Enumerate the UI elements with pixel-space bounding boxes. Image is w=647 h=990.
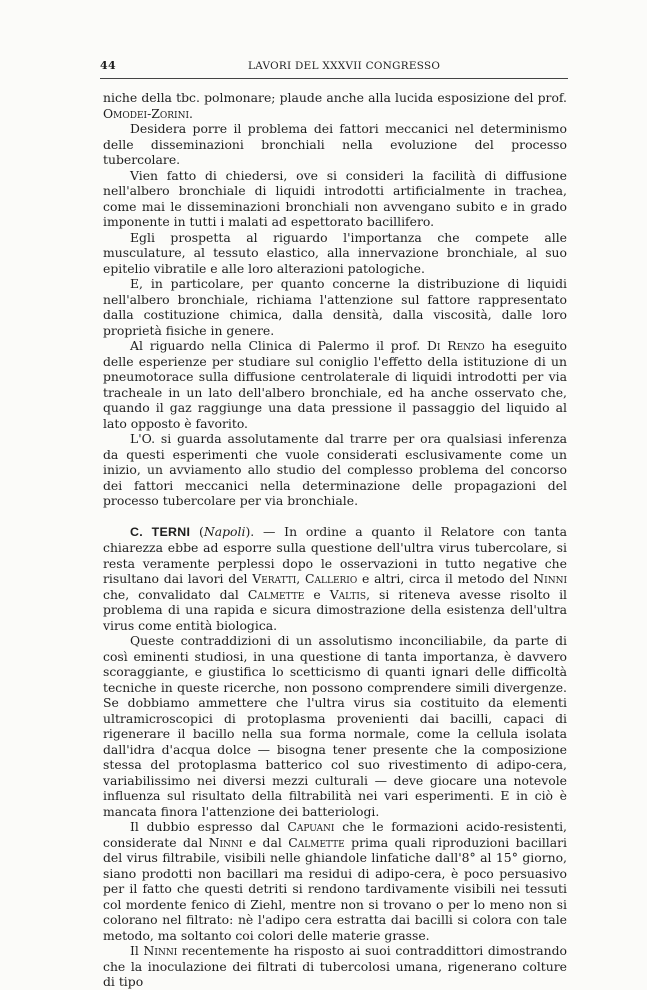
cited-author: Callerio [305,571,358,586]
body-paragraph [103,230,567,277]
text-run: ha eseguito delle esperienze per studiare sul coniglio l'effetto della istituzione di un pneumotorace sulla diffusione centrolaterale di liquidi introdotti per via tracheale in un lato dell'albero bronchiale, ed ha anche osservato che, quando il gaz raggiunge una data pressione il passaggio del liquido al lato opposto è favorito. [103,338,567,431]
speaker-paragraph [103,524,567,634]
cited-author: Omodei-Zorini [103,105,190,121]
text-run: , si riteneva avesse risolto il problema di una rapida e sicura dimostrazione della esistenza dell'ultra virus come entità biologica. [103,586,567,633]
body-paragraph [103,90,567,121]
cited-author: Valtis [329,586,367,602]
header-rule [100,78,568,79]
text-run: Vien fatto di chiedersi, ove si consideri la facilità di diffusione nell'albero bronchiale di liquidi introdotti artificialmente in trachea, come mai le disseminazioni bronchiali non avvengano subito e in grado imponente in tutti i malati ad espettorato bacillifero. [103,167,567,229]
body-paragraph [103,633,567,819]
text-run: niche della tbc. polmonare; plaude anche alla lucida esposizione del prof. [103,90,567,105]
text-run: ( [190,523,204,539]
body-paragraph [103,338,567,431]
text-run: ). — In ordine a quanto il Relatore con tanta chiarezza ebbe ad esporre sulla questione dell'ultra virus tubercolare, si resta veramente perplessi dopo le osservazioni in tutto negative che risultano dai lavori del [103,523,568,586]
text-run: Il dubbio espresso dal [130,819,288,834]
cited-author: Di Renzo [426,338,485,353]
text-run: E, in particolare, per quanto concerne la distribuzione di liquidi nell'albero bronchiale, richiama l'attenzione sul fattore rappresentato dalla costituzione chimica, dalla densità, dalla viscosità, dalle loro proprietà fisiche in genere. [103,276,567,338]
text-run: . [189,105,193,121]
body-paragraph [103,121,567,168]
text-run: Desidera porre il problema dei fattori meccanici nel determinismo delle disseminazioni bronchiali nella evoluzione del processo tubercolare. [103,121,567,167]
page-number: 44 [100,59,116,72]
text-run: e altri, circa il metodo del [357,571,534,586]
body-paragraph [103,276,567,338]
body-paragraph [103,431,567,509]
cited-author: Calmette [247,586,305,602]
text-run: Il [130,943,144,958]
text-run: che, convalidato dal [103,586,248,602]
cited-author: Capuani [287,819,335,834]
text-run: L'O. si guarda assolutamente dal trarre per ora qualsiasi inferenza da questi esperimenti che vuole considerati esclusivamente come un inizio, un avviamento allo studio del complesso problema del concorso dei fattori meccanici nella determinazione delle propagazioni del processo tubercolare per via bronchiale. [103,431,567,508]
cited-author: Ninni [533,571,567,586]
text-run: Al riguardo nella Clinica di Palermo il prof. [130,338,427,353]
body-paragraph [103,168,567,230]
cited-author: Veratti [252,571,297,586]
cited-author: Ninni [143,943,178,958]
body-paragraph [103,819,567,943]
text-run: che le formazioni acido-resistenti, considerate dal [103,819,567,850]
text-run: prima quali riproduzioni bacillari del virus filtrabile, visibili nelle ghiandole linfatiche dall'8° al 15° giorno, siano prodotti non bacillari ma residui di adipo-cera, è poco persuasivo per il fatto che questi detriti si rendono tardivamente visibili nei tessuti col mordente fenico di Ziehl, mentre non si trovano o per lo meno non si colorano nel filtrato: nè l'adipo cera estratta dai bacilli si colora con tale metodo, ma soltanto coi colori delle materie grasse. [103,834,568,943]
speaker-name: C. TERNI [130,524,191,539]
text-run: Egli prospetta al riguardo l'importanza che compete alle musculature, al tessuto elastico, alla innervazione bronchiale, al suo epitelio vibratile e alle loro alterazioni patologiche. [103,229,567,276]
text-run: e dal [242,834,289,850]
cited-author: Ninni [208,834,243,850]
page-header [100,59,568,75]
text-run: recentemente ha risposto ai suoi contraddittori dimostrando che la inoculazione dei filtrati di tubercolosi umana, rigenerano colture di tipo [103,943,568,989]
running-title: LAVORI DEL XXXVII CONGRESSO [248,60,441,72]
article-body [103,90,567,990]
body-paragraph [103,943,567,990]
cited-author: Calmette [288,834,345,850]
text-run: , [296,571,306,586]
text-run: Queste contraddizioni di un assolutismo inconciliabile, da parte di così eminenti studiosi, in una questione di tanta importanza, è davvero scoraggiante, e giustifica lo scetticismo di quanti ignari delle difficoltà tecniche in queste ricerche, non possono comprendere simili divergenze. Se dobbiamo ammettere che l'ultra virus sia costituito da elementi ultramicroscopici di protoplasma provenienti dai bacilli, capaci di rigenerare il bacillo nella sua forma normale, come la cellula isolata dall'idra d'acqua dolce — bisogna tener presente che la composizione stessa del protoplasma batterico col suo rivestimento di adipo-cera, variabilissimo nei diversi mezzi culturali — deve giocare una notevole influenza sul risultato della filtrabilità nei vari esperimenti. E in ciò è mancata finora l'attenzione dei batteriologi. [103,633,567,819]
text-run: e [304,586,330,602]
speaker-location: Napoli [203,523,246,539]
